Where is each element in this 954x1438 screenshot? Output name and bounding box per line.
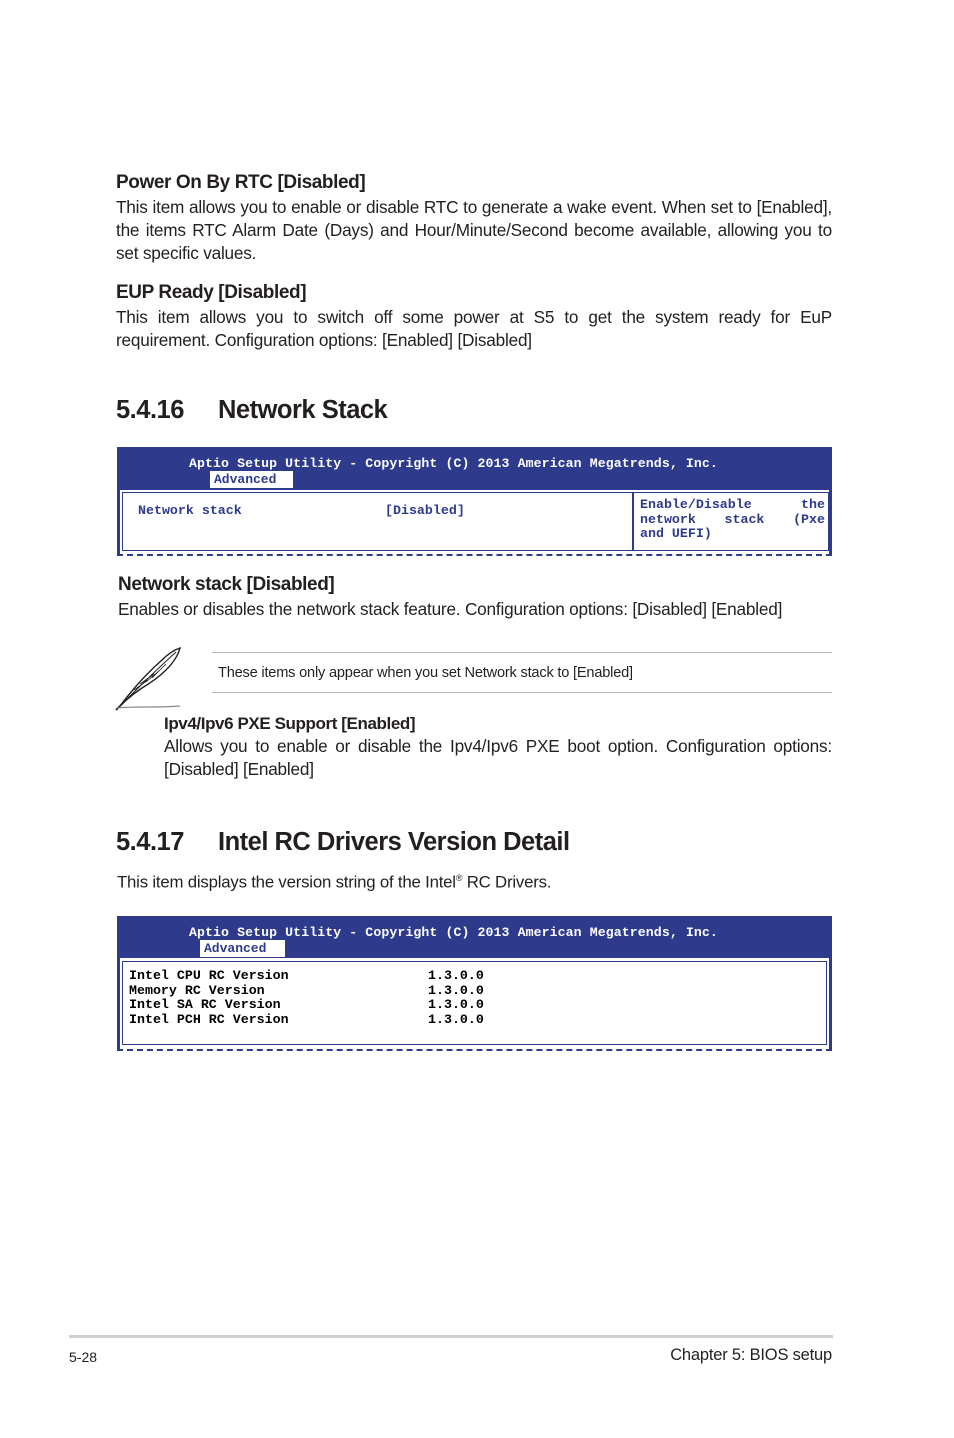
chapter-title: Chapter 5: BIOS setup	[670, 1346, 832, 1364]
eup-ready-body: This item allows you to switch off some power at S5 to get the system ready for EuP requirement. Configuration options: [Enabled] [Disabled]	[116, 307, 832, 350]
rc-label: Memory RC Version	[129, 982, 265, 998]
network-stack-sub-body: Enables or disables the network stack feature. Configuration options: [Disabled] [Enabled]	[118, 599, 783, 619]
page-number: 5-28	[69, 1349, 98, 1365]
section-title: Intel RC Drivers Version Detail	[218, 828, 570, 856]
bios-title: Aptio Setup Utility - Copyright (C) 2013 American Megatrends, Inc.	[189, 456, 718, 471]
help-line: network stack (Pxe	[640, 511, 825, 527]
rc-value: 1.3.0.0	[428, 982, 484, 998]
section-number: 5.4.16	[116, 396, 184, 424]
feather-quill-icon	[114, 644, 184, 712]
bios-dashed-bottom	[117, 1049, 832, 1051]
bios-title: Aptio Setup Utility - Copyright (C) 2013 American Megatrends, Inc.	[189, 925, 718, 940]
note-bottom-rule	[212, 692, 832, 693]
rc-label: Intel SA RC Version	[129, 997, 281, 1012]
section-number: 5.4.17	[116, 828, 184, 856]
bios-header	[117, 447, 832, 490]
bios-dashed-bottom	[117, 554, 832, 556]
help-line: Enable/Disable the	[640, 497, 825, 512]
bios-screen-intel-rc	[117, 916, 832, 1052]
pxe-support-heading: Ipv4/Ipv6 PXE Support [Enabled]	[164, 714, 416, 733]
note-text: These items only appear when you set Network stack to [Enabled]	[218, 665, 633, 681]
power-on-rtc-body: This item allows you to enable or disable RTC to generate a wake event. When set to [Enabled], the items RTC Alarm Date (Days) and Hour/Minute/Second become available, allowing you to set specific values.	[116, 197, 832, 263]
rc-value: 1.3.0.0	[428, 997, 484, 1012]
tab-advanced[interactable]: Advanced	[210, 471, 293, 488]
eup-ready-heading: EUP Ready [Disabled]	[116, 282, 307, 303]
rc-value: 1.3.0.0	[428, 968, 484, 983]
bios-header	[117, 916, 832, 958]
pxe-support-body: Allows you to enable or disable the Ipv4/Ipv6 PXE boot option. Configuration options: [Disabled] [Enabled]	[164, 736, 832, 779]
bios-help-panel	[633, 492, 829, 551]
intro-text-end: RC Drivers.	[462, 872, 552, 892]
section-title: Network Stack	[218, 396, 388, 424]
intel-rc-intro	[117, 867, 831, 894]
network-stack-label[interactable]: Network stack	[138, 503, 242, 518]
section-intel-rc-title	[116, 828, 570, 857]
note-top-rule	[212, 652, 832, 653]
intro-text: This item displays the version string of the Intel	[117, 872, 456, 892]
section-network-stack-title	[116, 396, 387, 425]
bios-left-panel	[122, 961, 827, 1045]
bios-body	[117, 958, 832, 1049]
rc-label: Intel CPU RC Version	[129, 968, 289, 983]
help-text	[640, 498, 825, 542]
power-on-rtc-heading: Power On By RTC [Disabled]	[116, 172, 366, 193]
footer-rule	[69, 1335, 833, 1338]
bios-body	[117, 490, 832, 554]
registered-mark: ®	[455, 873, 463, 883]
rc-label: Intel PCH RC Version	[129, 1011, 289, 1027]
bios-screen-network-stack	[117, 447, 832, 557]
rc-value: 1.3.0.0	[428, 1011, 484, 1027]
tab-advanced[interactable]: Advanced	[200, 940, 285, 957]
bios-left-panel	[122, 492, 633, 551]
network-stack-value[interactable]: [Disabled]	[385, 503, 465, 518]
help-line: and UEFI)	[640, 526, 712, 542]
network-stack-sub-heading: Network stack [Disabled]	[118, 574, 335, 595]
